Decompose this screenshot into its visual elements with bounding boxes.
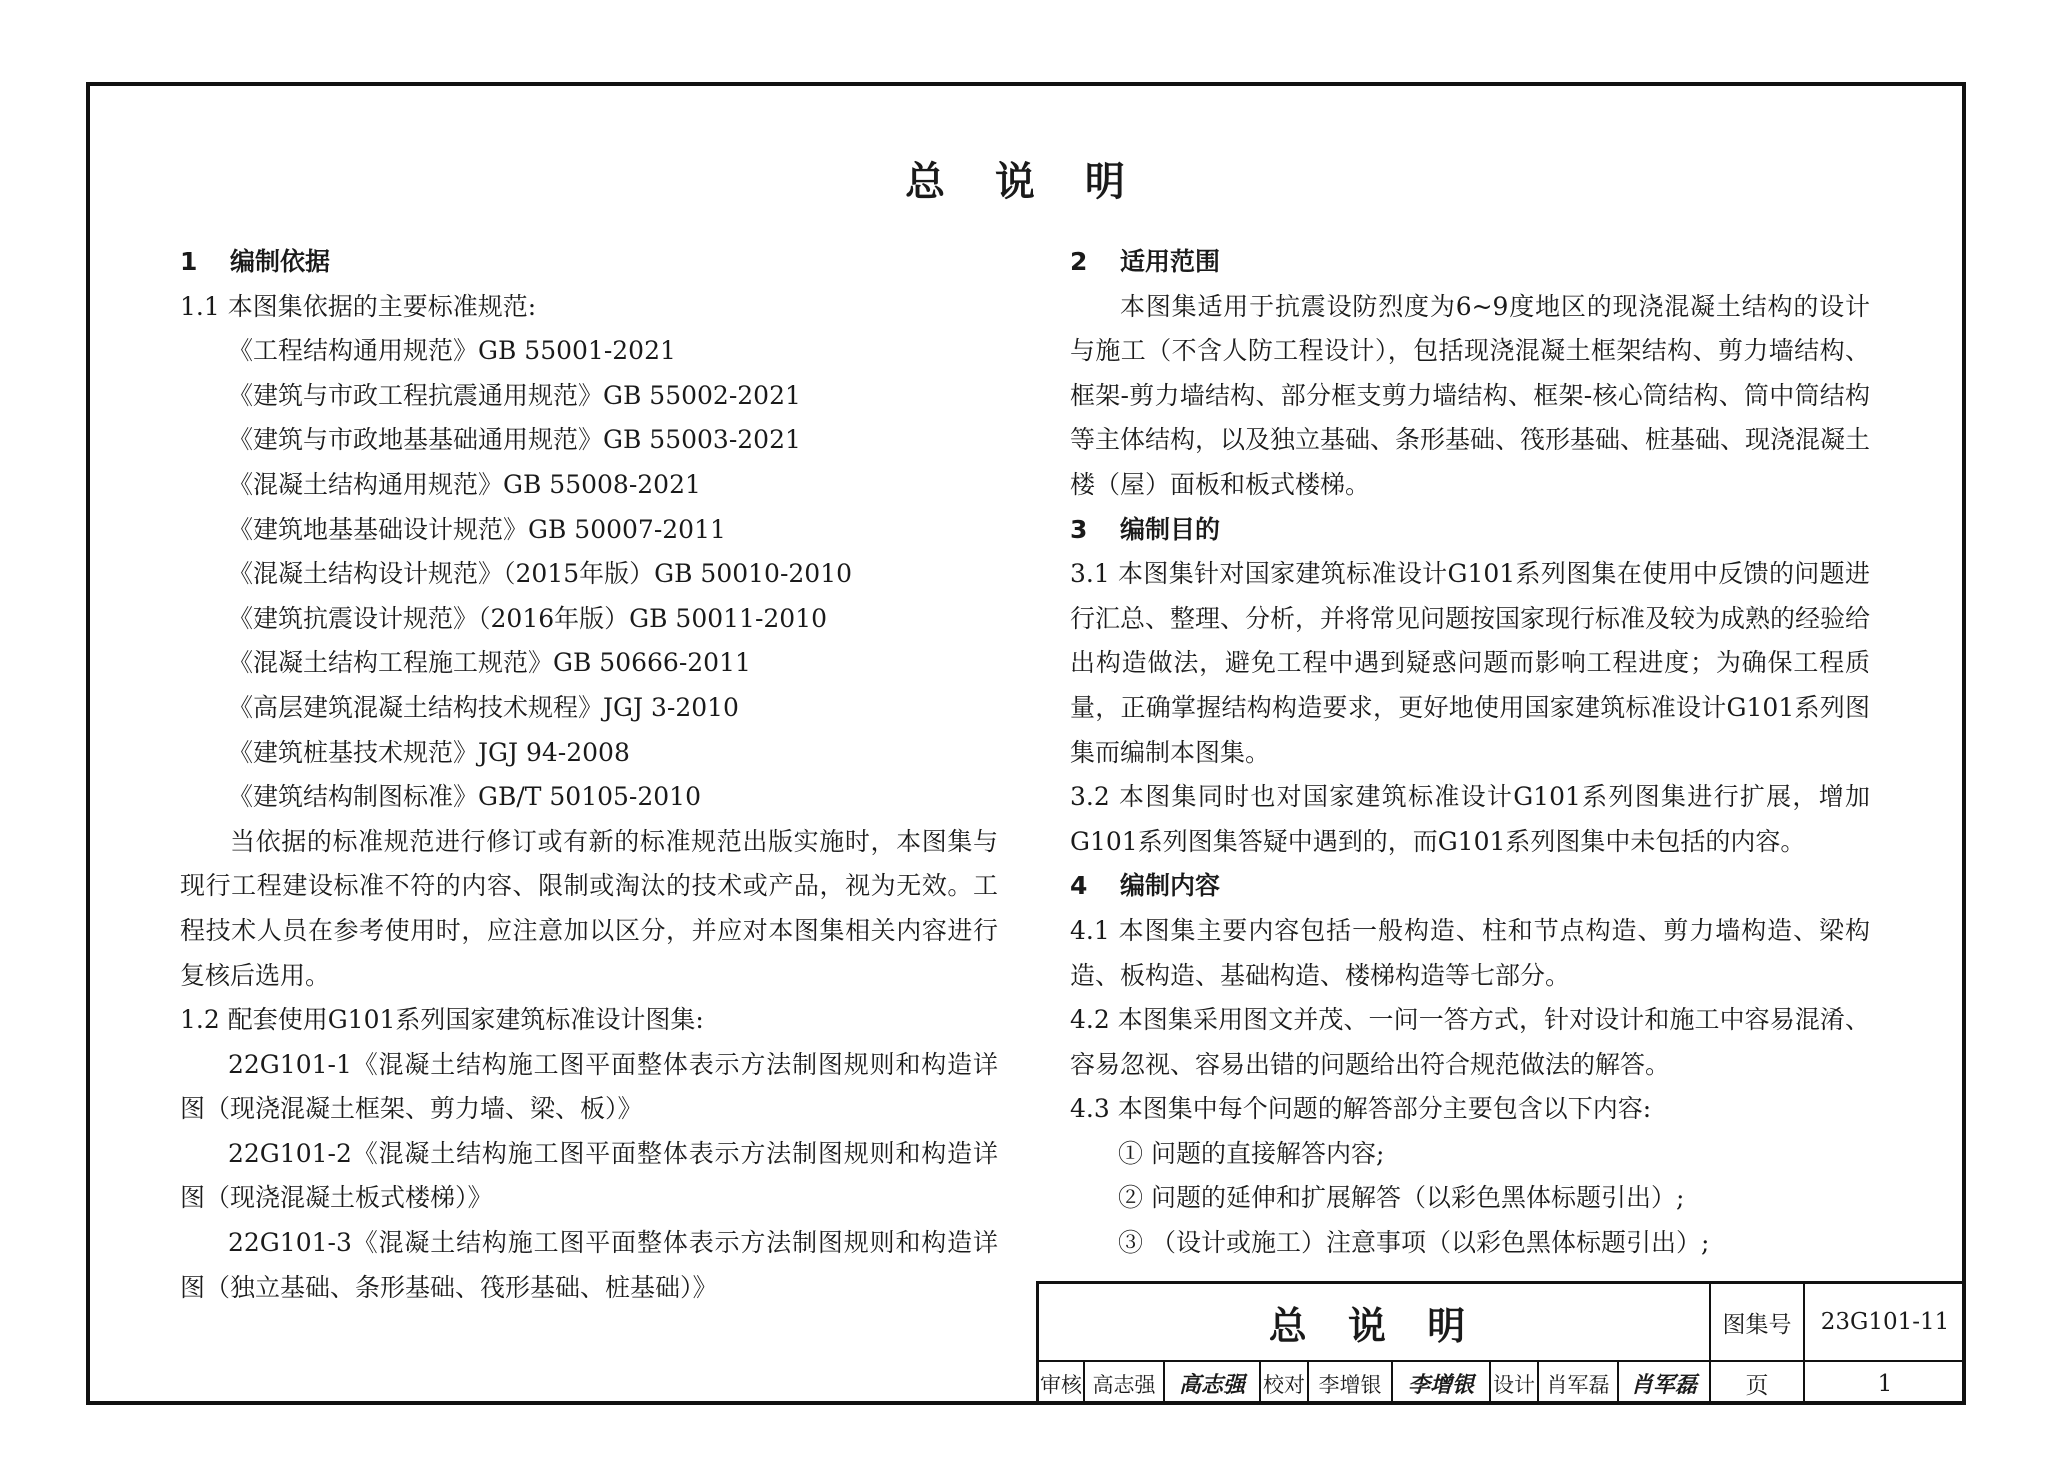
subsection-4-2: 4.2 本图集采用图文并茂、一问一答方式，针对设计和施工中容易混淆、容易忽视、容易出错的问题给出符合规范做法的解答。 xyxy=(1070,1005,1870,1079)
section-heading-2: 2 适用范围 xyxy=(1070,247,1221,276)
title-block xyxy=(1036,1281,1966,1405)
reviewer-name: 高志强 xyxy=(1085,1362,1165,1405)
atlas-item: 22G101-1《混凝土结构施工图平面整体表示方法制图规则和构造详图（现浇混凝土框架、剪力墙、梁、板）》 xyxy=(180,1049,998,1124)
standard-item: 《混凝土结构工程施工规范》GB 50666-2011 xyxy=(228,648,751,678)
standard-item: 《高层建筑混凝土结构技术规程》JGJ 3-2010 xyxy=(228,692,739,722)
content-item: ① 问题的直接解答内容; xyxy=(1118,1138,1385,1168)
designer-signature: 肖军磊 xyxy=(1630,1372,1697,1398)
subsection-3-2: 3.2 本图集同时也对国家建筑标准设计G101系列图集进行扩展，增加G101系列图集答疑中遇到的，而G101系列图集中未包括的内容。 xyxy=(1070,782,1870,856)
design-label: 设计 xyxy=(1491,1362,1539,1405)
check-label: 校对 xyxy=(1261,1362,1309,1405)
page-number: 1 xyxy=(1877,1370,1893,1397)
standard-item: 《建筑与市政地基基础通用规范》GB 55003-2021 xyxy=(228,425,801,455)
standard-item: 《建筑地基基础设计规范》GB 50007-2011 xyxy=(228,514,726,544)
checker-name: 李增银 xyxy=(1309,1362,1393,1405)
right-column xyxy=(1070,240,1870,1266)
atlas-item: 22G101-3《混凝土结构施工图平面整体表示方法制图规则和构造详图（独立基础、条形基础、筏形基础、桩基础）》 xyxy=(180,1228,998,1302)
standard-item: 《混凝土结构通用规范》GB 55008-2021 xyxy=(228,469,701,499)
review-label: 审核 xyxy=(1039,1362,1085,1405)
atlas-number: 23G101-11 xyxy=(1805,1284,1965,1362)
designer-name: 肖军磊 xyxy=(1539,1362,1619,1405)
section-heading-1: 1 编制依据 xyxy=(180,247,331,276)
standard-item: 《工程结构通用规范》GB 55001-2021 xyxy=(228,336,676,366)
title-block-title: 总 说 明 xyxy=(1039,1284,1711,1362)
subsection-1-2: 1.2 配套使用G101系列国家建筑标准设计图集: xyxy=(180,1005,704,1035)
section-heading-4: 4 编制内容 xyxy=(1070,871,1221,901)
page-title: 总 说 明 xyxy=(905,159,1143,205)
standard-item: 《建筑结构制图标准》GB/T 50105-2010 xyxy=(228,782,701,812)
validity-note: 当依据的标准规范进行修订或有新的标准规范出版实施时，本图集与现行工程建设标准不符的内容、限制或淘汰的技术或产品，视为无效。工程技术人员在参考使用时，应注意加以区分，并应对本图集相关内容进行复核后选用。 xyxy=(180,826,998,990)
subsection-1-1: 1.1 本图集依据的主要标准规范: xyxy=(180,291,537,321)
scope-paragraph: 本图集适用于抗震设防烈度为6~9度地区的现浇混凝土结构的设计与施工（不含人防工程设计），包括现浇混凝土框架结构、剪力墙结构、框架-剪力墙结构、部分框支剪力墙结构、框架-核心筒结构、筒中筒结构等主体结构，以及独立基础、条形基础、筏形基础、桩基础、现浇混凝土楼（屋）面板和板式楼梯。 xyxy=(1070,291,1871,499)
standard-item: 《混凝土结构设计规范》（2015年版）GB 50010-2010 xyxy=(228,559,853,589)
reviewer-signature: 高志强 xyxy=(1165,1362,1261,1405)
subsection-3-1: 3.1 本图集针对国家建筑标准设计G101系列图集在使用中反馈的问题进行汇总、整理、分析，并将常见问题按国家现行标准及较为成熟的经验给出构造做法，避免工程中遇到疑惑问题而影响工程进度；为确保工程质量，正确掌握结构构造要求，更好地使用国家建筑标准设计G101系列图集而编制本图集。 xyxy=(1070,559,1871,767)
content-item: ③ （设计或施工）注意事项（以彩色黑体标题引出）; xyxy=(1118,1228,1710,1258)
standard-item: 《建筑桩基技术规范》JGJ 94-2008 xyxy=(228,737,630,767)
standard-item: 《建筑抗震设计规范》（2016年版）GB 50011-2010 xyxy=(228,603,828,633)
atlas-item: 22G101-2《混凝土结构施工图平面整体表示方法制图规则和构造详图（现浇混凝土板式楼梯）》 xyxy=(180,1138,998,1213)
left-column xyxy=(180,240,998,1310)
subsection-4-3: 4.3 本图集中每个问题的解答部分主要包含以下内容: xyxy=(1070,1094,1652,1124)
checker-signature: 李增银 xyxy=(1393,1362,1491,1405)
subsection-4-1: 4.1 本图集主要内容包括一般构造、柱和节点构造、剪力墙构造、梁构造、板构造、基础构造、楼梯构造等七部分。 xyxy=(1070,915,1870,990)
signature-row xyxy=(1039,1362,1711,1405)
section-heading-3: 3 编制目的 xyxy=(1070,514,1221,544)
atlas-number-label: 图集号 xyxy=(1711,1284,1805,1362)
page-label: 页 xyxy=(1711,1362,1805,1405)
standard-item: 《建筑与市政工程抗震通用规范》GB 55002-2021 xyxy=(228,380,801,410)
content-item: ② 问题的延伸和扩展解答（以彩色黑体标题引出）; xyxy=(1118,1183,1685,1213)
